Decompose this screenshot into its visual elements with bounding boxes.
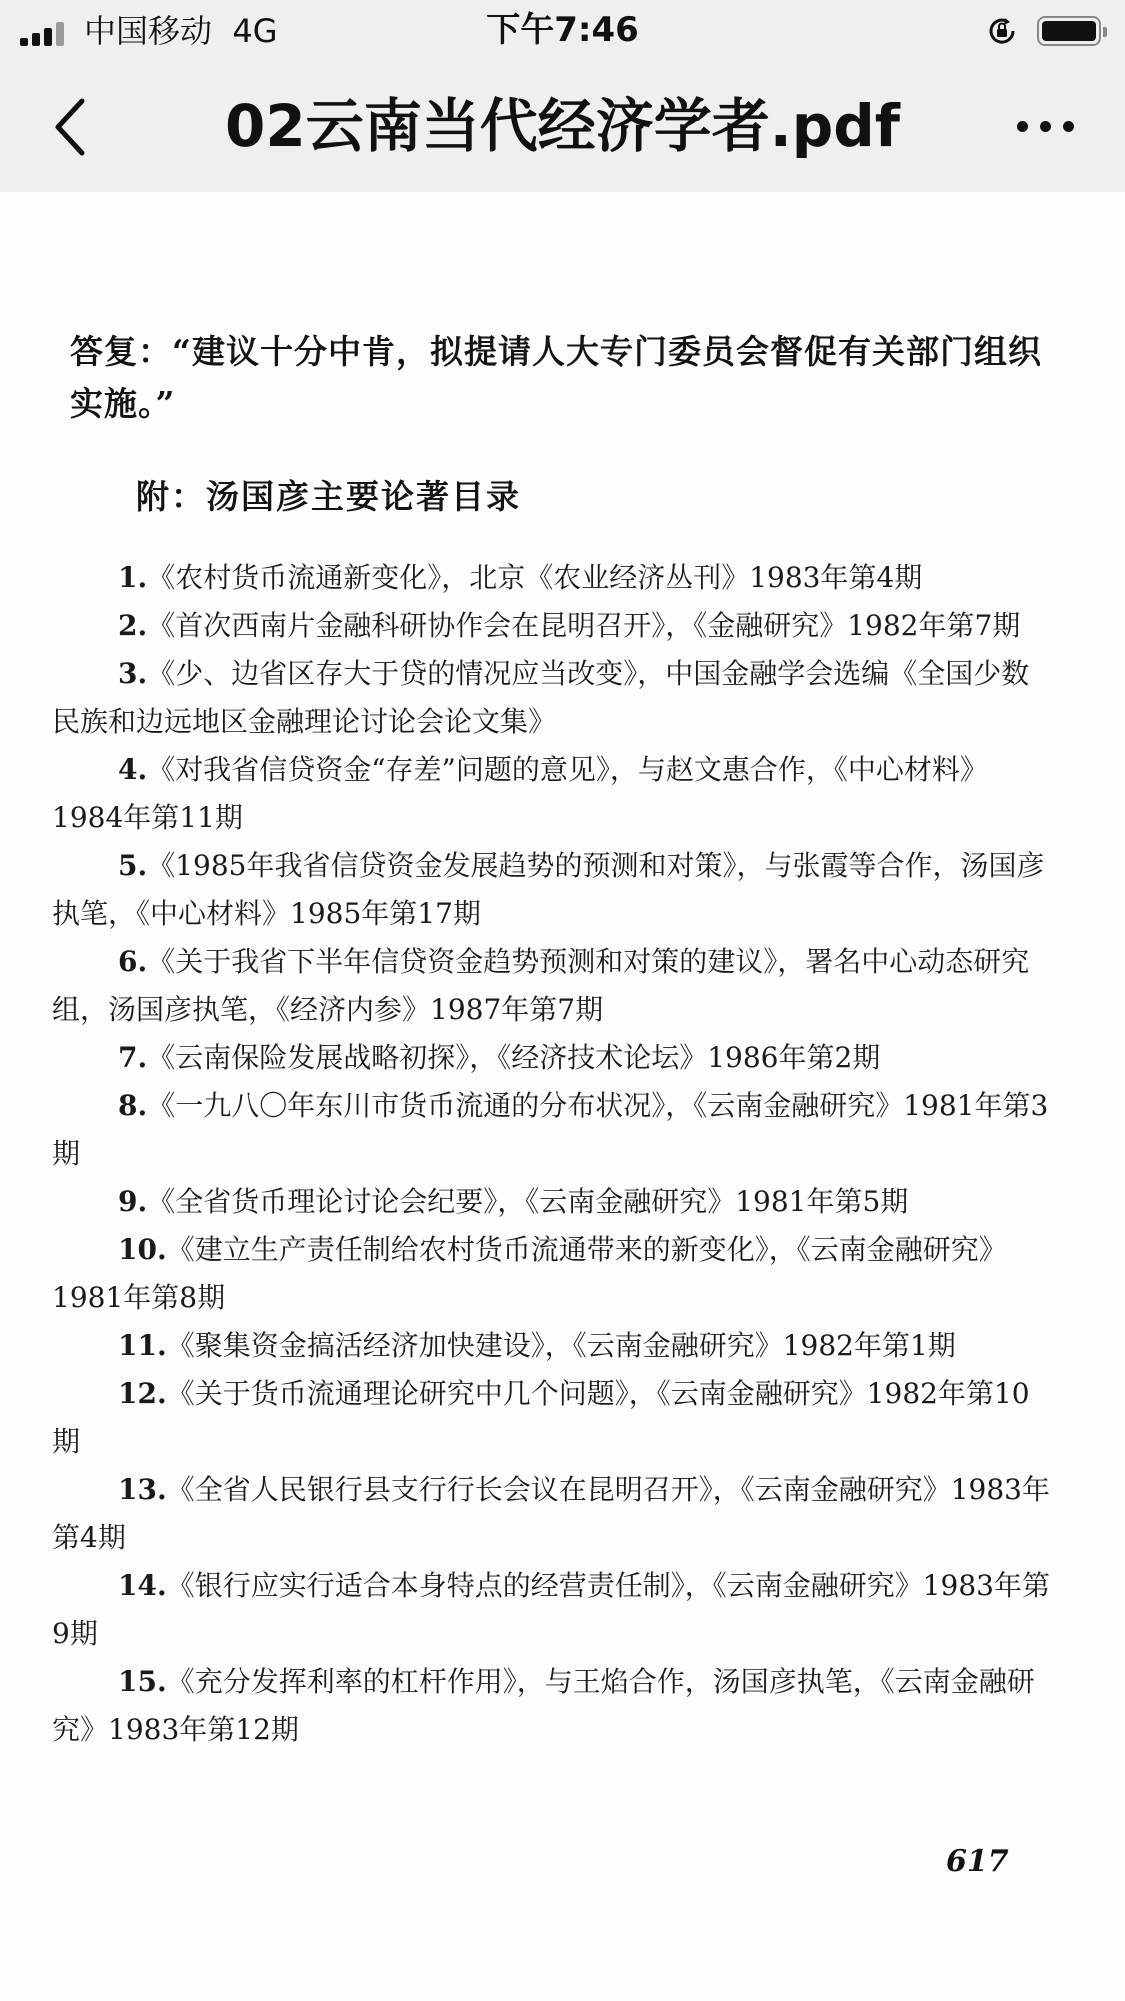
more-dot xyxy=(1040,121,1051,132)
entry-text: 《少、边省区存大于贷的情况应当改变》，中国金融学会选编《全国少数民族和边远地区金融理论讨论会论文集》 xyxy=(52,657,1030,738)
carrier-name: 中国移动 xyxy=(84,12,213,50)
entry-text: 《云南保险发展战略初探》，《经济技术论坛》1986年第2期 xyxy=(147,1041,881,1074)
list-item xyxy=(52,1082,1052,1178)
more-dot xyxy=(1063,121,1074,132)
list-item xyxy=(52,938,1052,1034)
chevron-left-icon xyxy=(50,97,90,157)
cellular-signal-icon xyxy=(20,22,68,46)
reply-paragraph: 答复：“建议十分中肯，拟提请人大专门委员会督促有关部门组织实施。” xyxy=(70,332,1042,423)
entry-text: 《关于货币流通理论研究中几个问题》，《云南金融研究》1982年第10期 xyxy=(52,1377,1030,1458)
entry-text: 《建立生产责任制给农村货币流通带来的新变化》，《云南金融研究》1981年第8期 xyxy=(52,1233,1007,1314)
entry-number: 7. xyxy=(118,1041,148,1074)
list-item xyxy=(52,1562,1052,1658)
entry-number: 2. xyxy=(118,609,148,642)
entry-text: 《聚集资金搞活经济加快建设》，《云南金融研究》1982年第1期 xyxy=(166,1329,956,1362)
entry-text: 《对我省信贷资金“存差”问题的意见》，与赵文惠合作，《中心材料》1984年第11期 xyxy=(52,753,988,834)
nav-bar xyxy=(0,62,1125,192)
status-time: 下午7:46 xyxy=(486,10,639,50)
entry-number: 6. xyxy=(118,945,148,978)
list-item xyxy=(52,554,1052,602)
entry-number: 15. xyxy=(118,1665,167,1698)
list-item xyxy=(52,1034,1052,1082)
more-button[interactable] xyxy=(990,106,1100,146)
entry-text: 《银行应实行适合本身特点的经营责任制》，《云南金融研究》1983年第9期 xyxy=(52,1569,1050,1650)
entry-text: 《关于我省下半年信贷资金趋势预测和对策的建议》，署名中心动态研究组，汤国彦执笔，《经济内参》1987年第7期 xyxy=(52,945,1030,1026)
entry-number: 1. xyxy=(118,561,148,594)
orientation-lock-icon xyxy=(987,16,1017,46)
list-item xyxy=(52,1466,1052,1562)
document-title: 02云南当代经济学者.pdf xyxy=(224,92,900,160)
entry-text: 《全省货币理论讨论会纪要》，《云南金融研究》1981年第5期 xyxy=(147,1185,909,1218)
list-item xyxy=(52,842,1052,938)
entry-text: 《首次西南片金融科研协作会在昆明召开》，《金融研究》1982年第7期 xyxy=(147,609,1021,642)
entry-number: 9. xyxy=(118,1185,148,1218)
page-number: 617 xyxy=(946,1844,1009,1879)
status-bar xyxy=(0,0,1125,62)
entry-text: 《1985年我省信贷资金发展趋势的预测和对策》，与张霞等合作，汤国彦执笔，《中心材料》1985年第17期 xyxy=(52,849,1045,930)
entry-number: 12. xyxy=(118,1377,167,1410)
back-button[interactable] xyxy=(40,92,100,162)
entry-text: 《充分发挥利率的杠杆作用》，与王焰合作，汤国彦执笔，《云南金融研究》1983年第12期 xyxy=(52,1665,1035,1746)
entry-text: 《一九八〇年东川市货币流通的分布状况》，《云南金融研究》1981年第3期 xyxy=(52,1089,1049,1170)
list-item xyxy=(52,602,1052,650)
pdf-page[interactable] xyxy=(0,192,1125,2001)
carrier-info xyxy=(84,10,278,52)
battery-icon xyxy=(1037,16,1101,46)
bibliography-list xyxy=(52,554,1052,1754)
entry-number: 8. xyxy=(118,1089,148,1122)
entry-number: 3. xyxy=(118,657,148,690)
entry-number: 5. xyxy=(118,849,148,882)
list-item xyxy=(52,1322,1052,1370)
entry-number: 13. xyxy=(118,1473,167,1506)
bibliography-heading: 附：汤国彦主要论著目录 xyxy=(136,477,521,516)
entry-number: 10. xyxy=(118,1233,167,1266)
entry-text: 《农村货币流通新变化》，北京《农业经济丛刊》1983年第4期 xyxy=(147,561,923,594)
list-item xyxy=(52,1658,1052,1754)
network-type: 4G xyxy=(232,12,278,50)
list-item xyxy=(52,1178,1052,1226)
entry-number: 11. xyxy=(118,1329,167,1362)
entry-text: 《全省人民银行县支行行长会议在昆明召开》，《云南金融研究》1983年第4期 xyxy=(52,1473,1050,1554)
list-item xyxy=(52,650,1052,746)
list-item xyxy=(52,746,1052,842)
list-item xyxy=(52,1370,1052,1466)
entry-number: 4. xyxy=(118,753,148,786)
more-horizontal-icon xyxy=(1017,121,1028,132)
list-item xyxy=(52,1226,1052,1322)
entry-number: 14. xyxy=(118,1569,167,1602)
